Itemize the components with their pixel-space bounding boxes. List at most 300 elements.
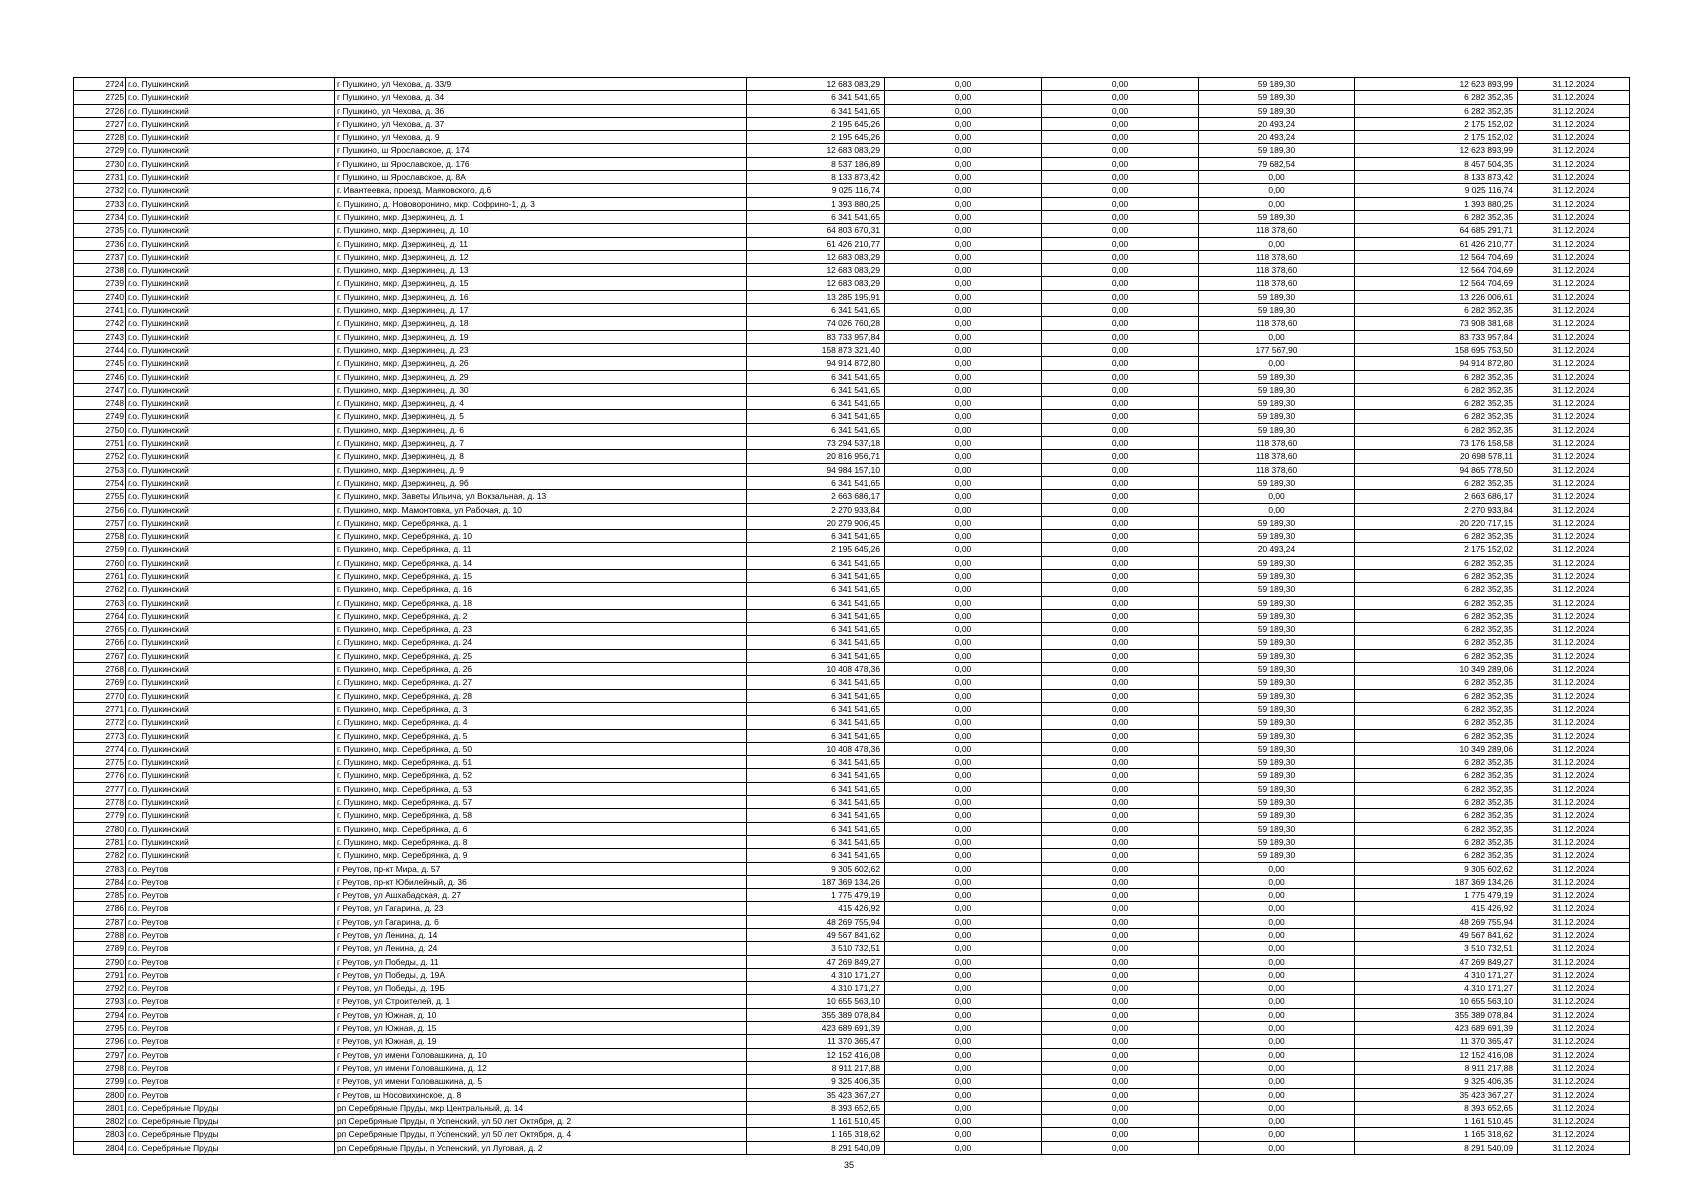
address-cell: г. Пушкино, мкр. Серебрянка, д. 10: [335, 530, 747, 543]
amount-cell: 8 133 873,42: [747, 171, 885, 184]
municipality-cell: г.о. Пушкинский: [126, 437, 335, 450]
amount-cell: 12 683 083,29: [747, 264, 885, 277]
result-cell: 10 349 289,06: [1355, 663, 1518, 676]
table-row: [74, 649, 1630, 662]
amount-cell: 12 683 083,29: [747, 78, 885, 91]
zero-cell-2: 0,00: [1042, 796, 1199, 809]
date-cell: 31.12.2024: [1518, 543, 1630, 556]
amount-cell: 6 341 541,65: [747, 809, 885, 822]
deduction-cell: 0,00: [1199, 1022, 1355, 1035]
result-cell: 6 282 352,35: [1355, 304, 1518, 317]
municipality-cell: г.о. Пушкинский: [126, 343, 335, 356]
row-number: 2768: [74, 663, 126, 676]
date-cell: 31.12.2024: [1518, 503, 1630, 516]
zero-cell-2: 0,00: [1042, 237, 1199, 250]
zero-cell-1: 0,00: [885, 503, 1042, 516]
result-cell: 6 282 352,35: [1355, 796, 1518, 809]
zero-cell-2: 0,00: [1042, 569, 1199, 582]
row-number: 2765: [74, 623, 126, 636]
row-number: 2743: [74, 330, 126, 343]
address-cell: г. Пушкино, мкр. Дзержинец, д. 9: [335, 463, 747, 476]
table-row: [74, 729, 1630, 742]
deduction-cell: 0,00: [1199, 929, 1355, 942]
result-cell: 187 369 134,26: [1355, 875, 1518, 888]
amount-cell: 423 689 691,39: [747, 1022, 885, 1035]
municipality-cell: г.о. Реутов: [126, 862, 335, 875]
municipality-cell: г.о. Реутов: [126, 902, 335, 915]
address-cell: г. Пушкино, мкр. Серебрянка, д. 16: [335, 583, 747, 596]
row-number: 2761: [74, 569, 126, 582]
date-cell: 31.12.2024: [1518, 716, 1630, 729]
table-row: [74, 237, 1630, 250]
date-cell: 31.12.2024: [1518, 649, 1630, 662]
result-cell: 6 282 352,35: [1355, 729, 1518, 742]
address-cell: г. Пушкино, мкр. Серебрянка, д. 27: [335, 676, 747, 689]
municipality-cell: г.о. Реутов: [126, 889, 335, 902]
municipality-cell: г.о. Реутов: [126, 1022, 335, 1035]
municipality-cell: г.о. Реутов: [126, 1035, 335, 1048]
row-number: 2752: [74, 450, 126, 463]
municipality-cell: г.о. Пушкинский: [126, 516, 335, 529]
address-cell: г. Пушкино, мкр. Дзержинец, д. 17: [335, 304, 747, 317]
amount-cell: 12 683 083,29: [747, 277, 885, 290]
amount-cell: 8 291 540,09: [747, 1141, 885, 1154]
table-row: [74, 955, 1630, 968]
municipality-cell: г.о. Пушкинский: [126, 370, 335, 383]
table-row: [74, 250, 1630, 263]
table-row: [74, 78, 1630, 91]
result-cell: 94 865 778,50: [1355, 463, 1518, 476]
address-cell: г. Пушкино, мкр. Серебрянка, д. 28: [335, 689, 747, 702]
zero-cell-1: 0,00: [885, 210, 1042, 223]
amount-cell: 1 393 880,25: [747, 197, 885, 210]
address-cell: г. Пушкино, мкр. Серебрянка, д. 9: [335, 849, 747, 862]
zero-cell-2: 0,00: [1042, 1088, 1199, 1101]
deduction-cell: 59 189,30: [1199, 530, 1355, 543]
address-cell: г Реутов, пр-кт Юбилейный, д. 36: [335, 875, 747, 888]
address-cell: г. Пушкино, мкр. Дзержинец, д. 8: [335, 450, 747, 463]
amount-cell: 9 305 602,62: [747, 862, 885, 875]
table-row: [74, 889, 1630, 902]
result-cell: 9 025 116,74: [1355, 184, 1518, 197]
address-cell: г Пушкино, ул Чехова, д. 37: [335, 117, 747, 130]
result-cell: 12 564 704,69: [1355, 277, 1518, 290]
address-cell: г. Пушкино, мкр. Дзержинец, д. 16: [335, 290, 747, 303]
amount-cell: 2 195 645,26: [747, 543, 885, 556]
result-cell: 12 623 893,99: [1355, 144, 1518, 157]
zero-cell-2: 0,00: [1042, 171, 1199, 184]
zero-cell-1: 0,00: [885, 463, 1042, 476]
address-cell: г. Ивантеевка, проезд. Маяковского, д.6: [335, 184, 747, 197]
municipality-cell: г.о. Пушкинский: [126, 224, 335, 237]
zero-cell-1: 0,00: [885, 171, 1042, 184]
zero-cell-2: 0,00: [1042, 317, 1199, 330]
municipality-cell: г.о. Реутов: [126, 995, 335, 1008]
municipality-cell: г.о. Пушкинский: [126, 171, 335, 184]
amount-cell: 47 269 849,27: [747, 955, 885, 968]
zero-cell-1: 0,00: [885, 264, 1042, 277]
address-cell: г Реутов, ул Победы, д. 19А: [335, 968, 747, 981]
deduction-cell: 0,00: [1199, 1088, 1355, 1101]
date-cell: 31.12.2024: [1518, 78, 1630, 91]
municipality-cell: г.о. Пушкинский: [126, 490, 335, 503]
address-cell: г. Пушкино, мкр. Серебрянка, д. 24: [335, 636, 747, 649]
date-cell: 31.12.2024: [1518, 782, 1630, 795]
amount-cell: 12 683 083,29: [747, 250, 885, 263]
address-cell: г Реутов, ул Южная, д. 15: [335, 1022, 747, 1035]
deduction-cell: 59 189,30: [1199, 676, 1355, 689]
row-number: 2741: [74, 304, 126, 317]
row-number: 2793: [74, 995, 126, 1008]
zero-cell-1: 0,00: [885, 1128, 1042, 1141]
municipality-cell: г.о. Пушкинский: [126, 397, 335, 410]
row-number: 2773: [74, 729, 126, 742]
row-number: 2798: [74, 1061, 126, 1074]
result-cell: 8 911 217,88: [1355, 1061, 1518, 1074]
row-number: 2738: [74, 264, 126, 277]
table-row: [74, 530, 1630, 543]
zero-cell-2: 0,00: [1042, 955, 1199, 968]
result-cell: 6 282 352,35: [1355, 397, 1518, 410]
date-cell: 31.12.2024: [1518, 849, 1630, 862]
result-cell: 415 426,92: [1355, 902, 1518, 915]
zero-cell-2: 0,00: [1042, 1022, 1199, 1035]
deduction-cell: 59 189,30: [1199, 636, 1355, 649]
amount-cell: 10 408 478,36: [747, 742, 885, 755]
date-cell: 31.12.2024: [1518, 516, 1630, 529]
table-row: [74, 769, 1630, 782]
date-cell: 31.12.2024: [1518, 663, 1630, 676]
amount-cell: 6 341 541,65: [747, 756, 885, 769]
zero-cell-2: 0,00: [1042, 516, 1199, 529]
zero-cell-2: 0,00: [1042, 503, 1199, 516]
table-row: [74, 835, 1630, 848]
municipality-cell: г.о. Пушкинский: [126, 410, 335, 423]
amount-cell: 20 279 906,45: [747, 516, 885, 529]
deduction-cell: 0,00: [1199, 1008, 1355, 1021]
zero-cell-2: 0,00: [1042, 343, 1199, 356]
municipality-cell: г.о. Пушкинский: [126, 131, 335, 144]
result-cell: 11 370 365,47: [1355, 1035, 1518, 1048]
address-cell: г. Пушкино, мкр. Серебрянка, д. 52: [335, 769, 747, 782]
address-cell: г. Пушкино, мкр. Серебрянка, д. 23: [335, 623, 747, 636]
zero-cell-2: 0,00: [1042, 117, 1199, 130]
table-row: [74, 330, 1630, 343]
deduction-cell: 59 189,30: [1199, 835, 1355, 848]
table-row: [74, 929, 1630, 942]
date-cell: 31.12.2024: [1518, 197, 1630, 210]
result-cell: 6 282 352,35: [1355, 689, 1518, 702]
address-cell: г. Пушкино, мкр. Серебрянка, д. 6: [335, 822, 747, 835]
date-cell: 31.12.2024: [1518, 1128, 1630, 1141]
amount-cell: 94 914 872,80: [747, 357, 885, 370]
amount-cell: 6 341 541,65: [747, 304, 885, 317]
table-row: [74, 636, 1630, 649]
zero-cell-2: 0,00: [1042, 437, 1199, 450]
zero-cell-2: 0,00: [1042, 78, 1199, 91]
address-cell: г Реутов, ул Гагарина, д. 23: [335, 902, 747, 915]
zero-cell-2: 0,00: [1042, 636, 1199, 649]
deduction-cell: 0,00: [1199, 968, 1355, 981]
municipality-cell: г.о. Пушкинский: [126, 237, 335, 250]
date-cell: 31.12.2024: [1518, 224, 1630, 237]
deduction-cell: 59 189,30: [1199, 423, 1355, 436]
date-cell: 31.12.2024: [1518, 370, 1630, 383]
zero-cell-2: 0,00: [1042, 942, 1199, 955]
table-row: [74, 157, 1630, 170]
zero-cell-2: 0,00: [1042, 782, 1199, 795]
result-cell: 6 282 352,35: [1355, 530, 1518, 543]
amount-cell: 2 195 645,26: [747, 131, 885, 144]
date-cell: 31.12.2024: [1518, 756, 1630, 769]
deduction-cell: 59 189,30: [1199, 144, 1355, 157]
table-row: [74, 782, 1630, 795]
result-cell: 48 269 755,94: [1355, 915, 1518, 928]
zero-cell-1: 0,00: [885, 144, 1042, 157]
result-cell: 2 663 686,17: [1355, 490, 1518, 503]
municipality-cell: г.о. Пушкинский: [126, 117, 335, 130]
row-number: 2771: [74, 702, 126, 715]
result-cell: 8 133 873,42: [1355, 171, 1518, 184]
amount-cell: 2 270 933,84: [747, 503, 885, 516]
date-cell: 31.12.2024: [1518, 822, 1630, 835]
table-row: [74, 663, 1630, 676]
address-cell: г. Пушкино, мкр. Дзержинец, д. 4: [335, 397, 747, 410]
address-cell: г. Пушкино, мкр. Серебрянка, д. 18: [335, 596, 747, 609]
address-cell: г. Пушкино, мкр. Серебрянка, д. 3: [335, 702, 747, 715]
amount-cell: 6 341 541,65: [747, 623, 885, 636]
zero-cell-2: 0,00: [1042, 729, 1199, 742]
amount-cell: 35 423 367,27: [747, 1088, 885, 1101]
result-cell: 6 282 352,35: [1355, 556, 1518, 569]
zero-cell-1: 0,00: [885, 1075, 1042, 1088]
zero-cell-1: 0,00: [885, 968, 1042, 981]
row-number: 2780: [74, 822, 126, 835]
deduction-cell: 118 378,60: [1199, 277, 1355, 290]
deduction-cell: 59 189,30: [1199, 822, 1355, 835]
zero-cell-2: 0,00: [1042, 1128, 1199, 1141]
deduction-cell: 59 189,30: [1199, 663, 1355, 676]
address-cell: г. Пушкино, мкр. Серебрянка, д. 5: [335, 729, 747, 742]
table-row: [74, 623, 1630, 636]
date-cell: 31.12.2024: [1518, 1101, 1630, 1114]
zero-cell-1: 0,00: [885, 1141, 1042, 1154]
result-cell: 6 282 352,35: [1355, 370, 1518, 383]
address-cell: г. Пушкино, мкр. Серебрянка, д. 26: [335, 663, 747, 676]
municipality-cell: г.о. Реутов: [126, 955, 335, 968]
table-row: [74, 343, 1630, 356]
address-cell: г Реутов, пр-кт Мира, д. 57: [335, 862, 747, 875]
zero-cell-2: 0,00: [1042, 649, 1199, 662]
row-number: 2769: [74, 676, 126, 689]
row-number: 2787: [74, 915, 126, 928]
zero-cell-2: 0,00: [1042, 463, 1199, 476]
address-cell: г. Пушкино, мкр. Дзержинец, д. 29: [335, 370, 747, 383]
zero-cell-2: 0,00: [1042, 716, 1199, 729]
zero-cell-1: 0,00: [885, 862, 1042, 875]
row-number: 2796: [74, 1035, 126, 1048]
address-cell: г. Пушкино, мкр. Серебрянка, д. 50: [335, 742, 747, 755]
address-cell: г Реутов, ул имени Головашкина, д. 12: [335, 1061, 747, 1074]
result-cell: 6 282 352,35: [1355, 596, 1518, 609]
zero-cell-2: 0,00: [1042, 982, 1199, 995]
address-cell: рп Серебряные Пруды, п Успенский, ул 50 лет Октября, д. 4: [335, 1128, 747, 1141]
row-number: 2736: [74, 237, 126, 250]
municipality-cell: г.о. Пушкинский: [126, 609, 335, 622]
amount-cell: 6 341 541,65: [747, 702, 885, 715]
zero-cell-1: 0,00: [885, 955, 1042, 968]
amount-cell: 49 567 841,62: [747, 929, 885, 942]
municipality-cell: г.о. Пушкинский: [126, 197, 335, 210]
zero-cell-2: 0,00: [1042, 157, 1199, 170]
deduction-cell: 0,00: [1199, 955, 1355, 968]
municipality-cell: г.о. Пушкинский: [126, 822, 335, 835]
zero-cell-2: 0,00: [1042, 383, 1199, 396]
municipality-cell: г.о. Реутов: [126, 929, 335, 942]
municipality-cell: г.о. Пушкинский: [126, 383, 335, 396]
date-cell: 31.12.2024: [1518, 875, 1630, 888]
zero-cell-1: 0,00: [885, 343, 1042, 356]
zero-cell-1: 0,00: [885, 875, 1042, 888]
amount-cell: 6 341 541,65: [747, 676, 885, 689]
amount-cell: 6 341 541,65: [747, 383, 885, 396]
amount-cell: 187 369 134,26: [747, 875, 885, 888]
amount-cell: 20 816 956,71: [747, 450, 885, 463]
deduction-cell: 20 493,24: [1199, 131, 1355, 144]
date-cell: 31.12.2024: [1518, 809, 1630, 822]
table-row: [74, 104, 1630, 117]
row-number: 2740: [74, 290, 126, 303]
registry-table: [73, 77, 1630, 1155]
zero-cell-2: 0,00: [1042, 583, 1199, 596]
zero-cell-2: 0,00: [1042, 596, 1199, 609]
amount-cell: 64 803 670,31: [747, 224, 885, 237]
result-cell: 6 282 352,35: [1355, 822, 1518, 835]
municipality-cell: г.о. Реутов: [126, 1061, 335, 1074]
table-row: [74, 809, 1630, 822]
zero-cell-1: 0,00: [885, 796, 1042, 809]
row-number: 2744: [74, 343, 126, 356]
row-number: 2762: [74, 583, 126, 596]
address-cell: г. Пушкино, мкр. Серебрянка, д. 57: [335, 796, 747, 809]
result-cell: 1 393 880,25: [1355, 197, 1518, 210]
zero-cell-2: 0,00: [1042, 1101, 1199, 1114]
result-cell: 73 908 381,68: [1355, 317, 1518, 330]
zero-cell-1: 0,00: [885, 609, 1042, 622]
amount-cell: 83 733 957,84: [747, 330, 885, 343]
address-cell: г. Пушкино, мкр. Дзержинец, д. 7: [335, 437, 747, 450]
amount-cell: 8 911 217,88: [747, 1061, 885, 1074]
result-cell: 2 175 152,02: [1355, 117, 1518, 130]
date-cell: 31.12.2024: [1518, 596, 1630, 609]
zero-cell-1: 0,00: [885, 197, 1042, 210]
date-cell: 31.12.2024: [1518, 357, 1630, 370]
date-cell: 31.12.2024: [1518, 330, 1630, 343]
zero-cell-1: 0,00: [885, 543, 1042, 556]
table-row: [74, 476, 1630, 489]
result-cell: 6 282 352,35: [1355, 702, 1518, 715]
result-cell: 6 282 352,35: [1355, 782, 1518, 795]
zero-cell-1: 0,00: [885, 822, 1042, 835]
date-cell: 31.12.2024: [1518, 290, 1630, 303]
table-row: [74, 676, 1630, 689]
result-cell: 10 349 289,06: [1355, 742, 1518, 755]
zero-cell-1: 0,00: [885, 224, 1042, 237]
date-cell: 31.12.2024: [1518, 91, 1630, 104]
municipality-cell: г.о. Пушкинский: [126, 702, 335, 715]
zero-cell-1: 0,00: [885, 556, 1042, 569]
municipality-cell: г.о. Пушкинский: [126, 357, 335, 370]
row-number: 2786: [74, 902, 126, 915]
date-cell: 31.12.2024: [1518, 490, 1630, 503]
table-row: [74, 995, 1630, 1008]
amount-cell: 6 341 541,65: [747, 91, 885, 104]
amount-cell: 6 341 541,65: [747, 556, 885, 569]
table-row: [74, 1035, 1630, 1048]
result-cell: 6 282 352,35: [1355, 716, 1518, 729]
table-body: [74, 78, 1630, 1155]
municipality-cell: г.о. Пушкинский: [126, 569, 335, 582]
result-cell: 6 282 352,35: [1355, 383, 1518, 396]
result-cell: 12 623 893,99: [1355, 78, 1518, 91]
date-cell: 31.12.2024: [1518, 689, 1630, 702]
zero-cell-1: 0,00: [885, 104, 1042, 117]
table-row: [74, 210, 1630, 223]
zero-cell-2: 0,00: [1042, 330, 1199, 343]
table-row: [74, 516, 1630, 529]
zero-cell-2: 0,00: [1042, 357, 1199, 370]
deduction-cell: 0,00: [1199, 503, 1355, 516]
date-cell: 31.12.2024: [1518, 184, 1630, 197]
amount-cell: 61 426 210,77: [747, 237, 885, 250]
municipality-cell: г.о. Пушкинский: [126, 663, 335, 676]
zero-cell-2: 0,00: [1042, 702, 1199, 715]
amount-cell: 8 393 652,65: [747, 1101, 885, 1114]
address-cell: г Пушкино, ш Ярославское, д. 176: [335, 157, 747, 170]
deduction-cell: 118 378,60: [1199, 463, 1355, 476]
table-row: [74, 1115, 1630, 1128]
date-cell: 31.12.2024: [1518, 343, 1630, 356]
date-cell: 31.12.2024: [1518, 889, 1630, 902]
date-cell: 31.12.2024: [1518, 702, 1630, 715]
amount-cell: 6 341 541,65: [747, 397, 885, 410]
table-row: [74, 224, 1630, 237]
address-cell: г. Пушкино, д. Нововоронино, мкр. Софрино-1, д. 3: [335, 197, 747, 210]
municipality-cell: г.о. Реутов: [126, 875, 335, 888]
result-cell: 6 282 352,35: [1355, 649, 1518, 662]
zero-cell-1: 0,00: [885, 1088, 1042, 1101]
row-number: 2782: [74, 849, 126, 862]
result-cell: 9 325 406,35: [1355, 1075, 1518, 1088]
date-cell: 31.12.2024: [1518, 1008, 1630, 1021]
deduction-cell: 59 189,30: [1199, 410, 1355, 423]
row-number: 2732: [74, 184, 126, 197]
municipality-cell: г.о. Реутов: [126, 982, 335, 995]
municipality-cell: г.о. Серебряные Пруды: [126, 1115, 335, 1128]
date-cell: 31.12.2024: [1518, 902, 1630, 915]
zero-cell-2: 0,00: [1042, 849, 1199, 862]
deduction-cell: 59 189,30: [1199, 702, 1355, 715]
table-row: [74, 1008, 1630, 1021]
row-number: 2766: [74, 636, 126, 649]
zero-cell-2: 0,00: [1042, 995, 1199, 1008]
zero-cell-2: 0,00: [1042, 556, 1199, 569]
address-cell: г. Пушкино, мкр. Дзержинец, д. 19: [335, 330, 747, 343]
date-cell: 31.12.2024: [1518, 942, 1630, 955]
table-row: [74, 1088, 1630, 1101]
row-number: 2778: [74, 796, 126, 809]
municipality-cell: г.о. Серебряные Пруды: [126, 1101, 335, 1114]
